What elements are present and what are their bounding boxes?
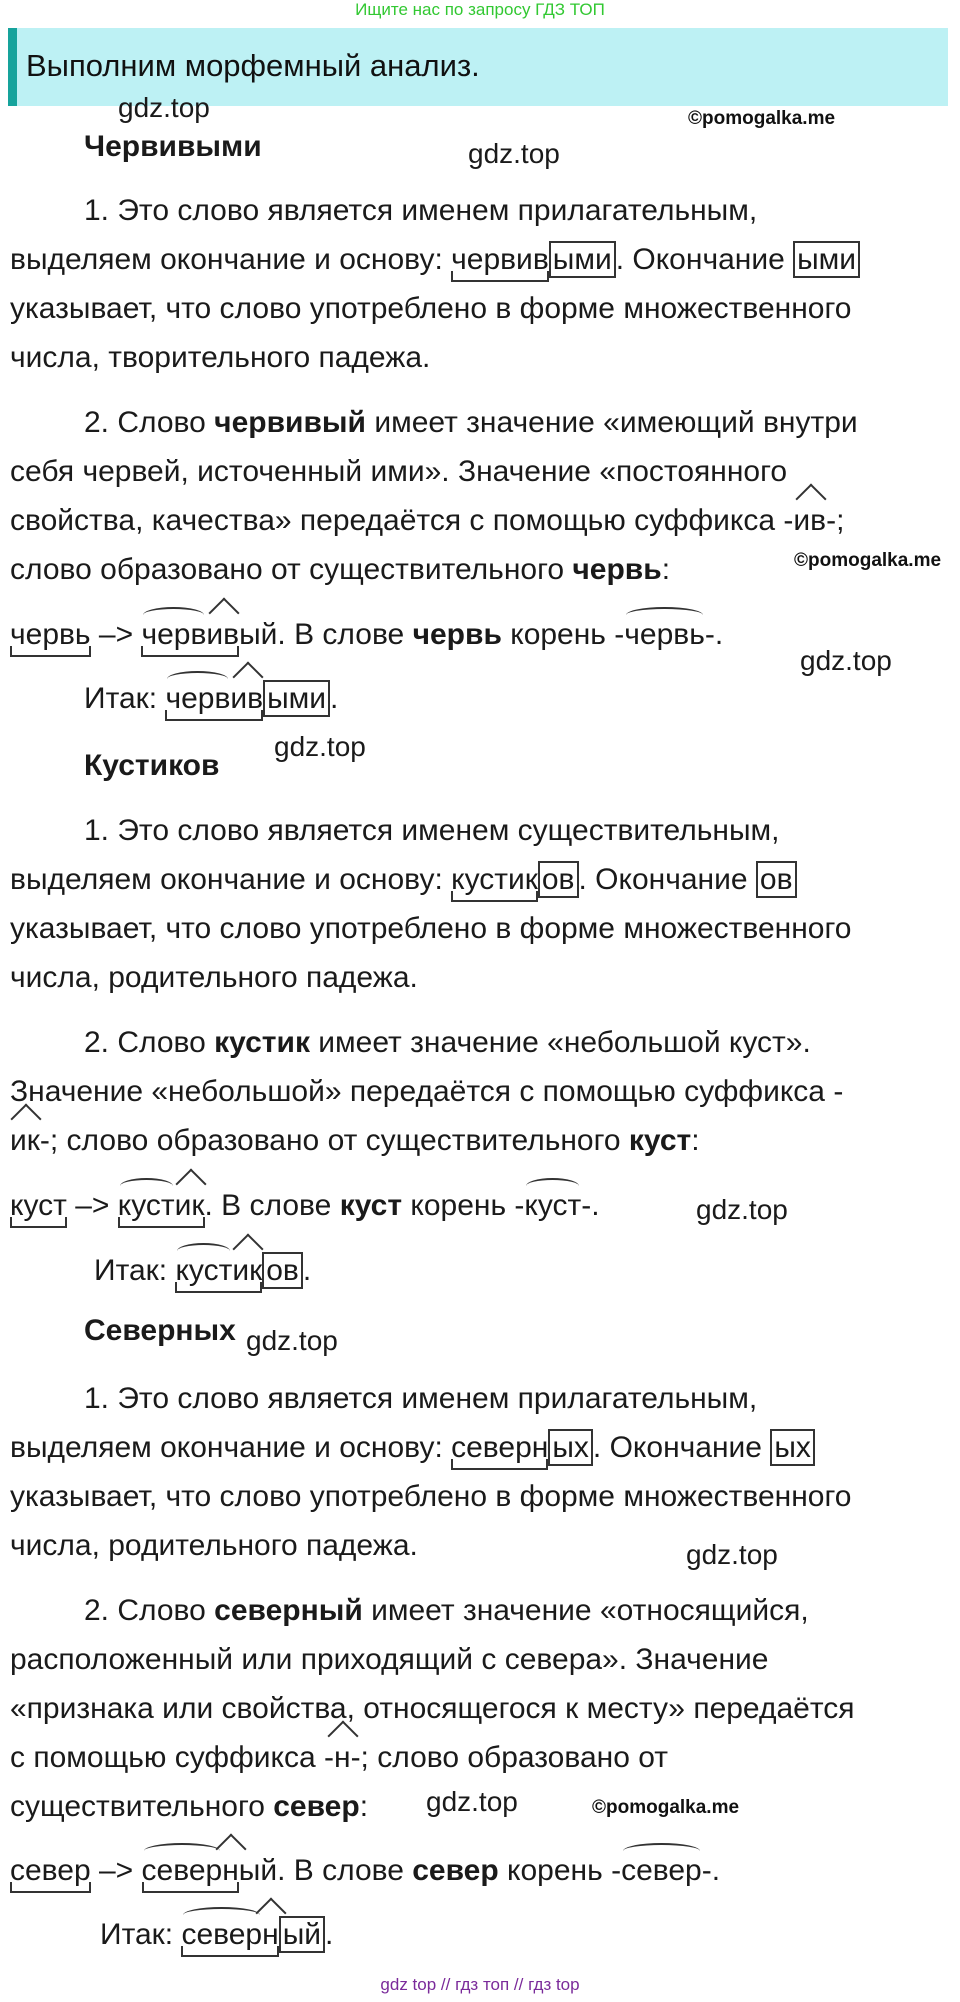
paragraph-line: себя червей, источенный ими». Значение «постоянного [10,455,788,488]
section-heading: Червивыми [84,130,262,163]
paragraph-line: 2. Слово северный имеет значение «относящийся, [84,1594,809,1627]
suffix-mark: ив [793,496,826,545]
paragraph-line: 1. Это слово является именем прилагательным, [84,194,758,227]
word-ending: ых [548,1429,593,1466]
paragraph-line: числа, родительного падежа. [10,961,418,994]
paragraph-line: 1. Это слово является именем существительным, [84,814,780,847]
word-ending: ыми [549,241,616,278]
watermark-gdz: gdz.top [426,1786,518,1817]
watermark-pomogalka: ©pomogalka.me [794,550,942,571]
suffix-mark: ик [10,1116,40,1165]
watermark-gdz: gdz.top [118,92,210,123]
paragraph-line: Значение «небольшой» передаётся с помощью суффикса - [10,1075,844,1108]
word-stem: червив [451,235,549,284]
paragraph-line: свойства, качества» передаётся с помощью суффикса -ив-; [10,496,844,545]
suffix-mark: н [334,1733,351,1782]
paragraph-line: 1. Это слово является именем прилагательным, [84,1382,758,1415]
footer-links[interactable]: gdz top // гдз топ // гдз top [380,1975,580,1994]
word-ending: ов [756,861,797,898]
paragraph-line: расположенный или приходящий с севера». Значение [10,1643,769,1676]
paragraph-line: выделяем окончание и основу: червив ыми . Окончание ыми [10,235,860,284]
conclusion-line: Итак: червив ыми . [84,674,338,723]
paragraph-line: слово образовано от существительного червь: [10,553,671,586]
section-heading: Кустиков [84,749,220,782]
paragraph-line: указывает, что слово употреблено в форме множественного [10,292,852,325]
derivation-line: куст –> кустик. В слове куст корень -куст-. [10,1181,600,1230]
watermark-gdz: gdz.top [696,1194,788,1225]
page-title: Выполним морфемный анализ. [26,48,480,83]
paragraph-line: выделяем окончание и основу: северн ых . Окончание ых [10,1423,815,1472]
paragraph-line: «признака или свойства, относящегося к месту» передаётся [10,1692,855,1725]
derivation-line: север –> северный. В слове север корень -север-. [10,1846,720,1895]
paragraph-line: ик-; слово образовано от существительного куст: [10,1116,700,1165]
watermark-pomogalka: ©pomogalka.me [592,1797,740,1818]
word-ending: ыми [793,241,860,278]
conclusion-line: Итак: северн ый . [100,1910,333,1959]
word-stem: северн [451,1423,548,1472]
derivation-line: червь –> червивый. В слове червь корень -червь-. [10,610,723,659]
section-heading: Северных [84,1314,236,1347]
paragraph-line: числа, родительного падежа. [10,1529,418,1562]
conclusion-line: Итак: кустик ов . [94,1246,311,1295]
paragraph-line: с помощью суффикса -н-; слово образовано от [10,1733,668,1782]
word-stem: кустик [451,855,538,904]
word-ending: ов [538,861,579,898]
top-banner: Ищите нас по запросу ГДЗ ТОП [355,0,605,19]
watermark-gdz: gdz.top [468,138,560,169]
paragraph-line: выделяем окончание и основу: кустик ов . Окончание ов [10,855,797,904]
watermark-gdz: gdz.top [800,645,892,676]
paragraph-line: числа, творительного падежа. [10,341,431,374]
watermark-gdz: gdz.top [246,1325,338,1356]
paragraph-line: указывает, что слово употреблено в форме множественного [10,912,852,945]
watermark-gdz: gdz.top [274,731,366,762]
watermark-gdz: gdz.top [686,1539,778,1570]
word-ending: ых [770,1429,815,1466]
paragraph-line: существительного север: [10,1790,369,1823]
watermark-pomogalka: ©pomogalka.me [688,108,836,129]
paragraph-line: указывает, что слово употреблено в форме множественного [10,1480,852,1513]
paragraph-line: 2. Слово червивый имеет значение «имеющий внутри [84,406,858,439]
paragraph-line: 2. Слово кустик имеет значение «небольшой куст». [84,1026,811,1059]
